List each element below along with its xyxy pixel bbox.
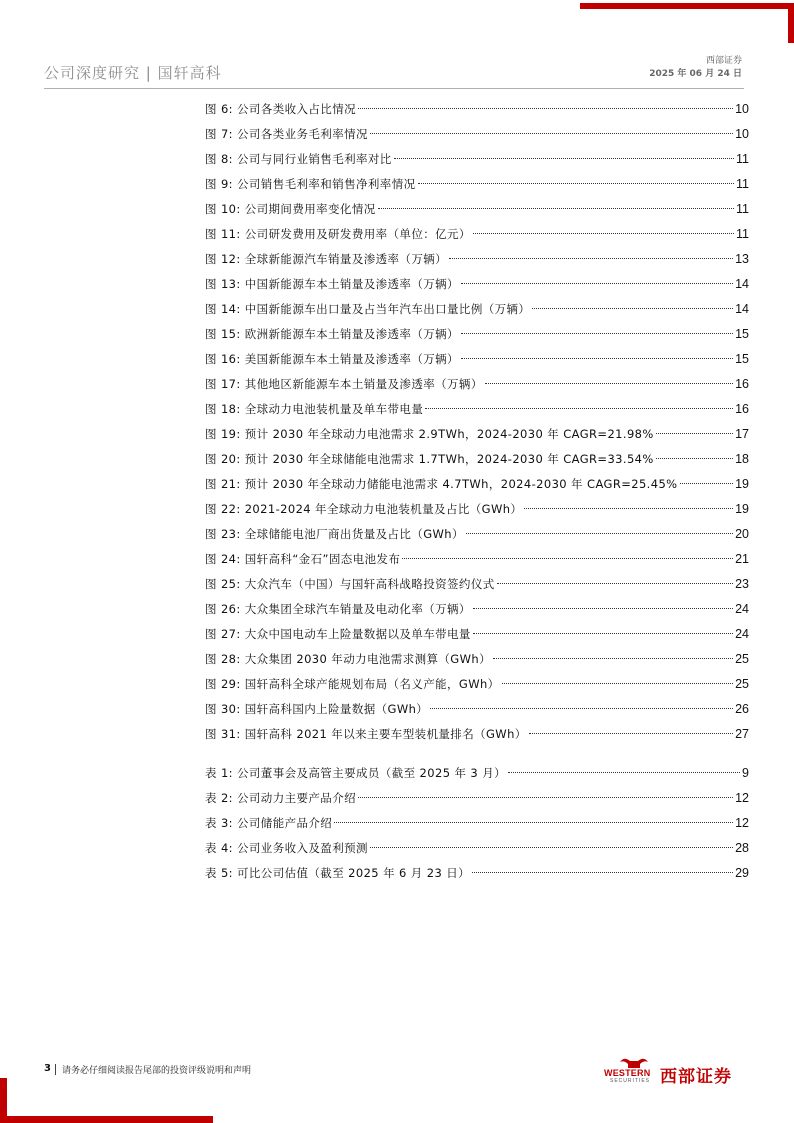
table-entry-label: 表 1: 公司董事会及高管主要成员（截至 2025 年 3 月） [205,766,507,780]
logo-subtitle: SECURITIES [610,1078,651,1084]
figure-entry[interactable] [205,147,749,172]
dot-leader [473,233,734,234]
figure-entry-page: 10 [735,102,749,116]
figure-entry[interactable] [205,372,749,397]
figure-entry[interactable] [205,322,749,347]
figure-entry-label: 图 27: 大众中国电动车上险量数据以及单车带电量 [205,627,471,641]
dot-leader [418,183,735,184]
figure-entry-label: 图 29: 国轩高科全球产能规划布局（名义产能，GWh） [205,677,500,691]
figure-entry[interactable] [205,497,749,522]
figure-entry-page: 19 [735,502,749,516]
figure-entry-label: 图 6: 公司各类收入占比情况 [205,102,357,116]
dot-leader [656,433,733,434]
dot-leader [461,358,733,359]
figure-entry-page: 10 [735,127,749,141]
figure-entry-label: 图 30: 国轩高科国内上险量数据（GWh） [205,702,429,716]
figure-entry[interactable] [205,547,749,572]
table-entry[interactable] [205,861,749,886]
figure-entry[interactable] [205,397,749,422]
table-entry[interactable] [205,786,749,811]
figure-entry-label: 图 12: 全球新能源汽车销量及渗透率（万辆） [205,252,448,266]
dot-leader [524,508,733,509]
figure-entry-page: 17 [735,427,749,441]
table-entry-page: 12 [735,816,749,830]
figure-entry-page: 14 [735,302,749,316]
figure-entry[interactable] [205,647,749,672]
figure-entry-page: 13 [735,252,749,266]
figure-entry[interactable] [205,222,749,247]
figure-entry[interactable] [205,122,749,147]
dot-leader [425,408,733,409]
figure-entry-page: 18 [735,452,749,466]
report-date: 2025 年 06 月 24 日 [649,69,742,79]
figure-entry[interactable] [205,522,749,547]
table-entry-page: 28 [735,841,749,855]
figure-entry-label: 图 22: 2021-2024 年全球动力电池装机量及占比（GWh） [205,502,523,516]
figure-entry-page: 11 [736,202,749,216]
footer-separator [55,1064,56,1075]
dot-leader [461,333,733,334]
dot-leader [529,733,733,734]
table-entry-label: 表 3: 公司储能产品介绍 [205,816,333,830]
figure-entry-label: 图 31: 国轩高科 2021 年以来主要车型装机量排名（GWh） [205,727,527,741]
figure-entry-label: 图 15: 欧洲新能源车本土销量及渗透率（万辆） [205,327,459,341]
logo-english: WESTERN [604,1068,651,1078]
figure-entry-label: 图 19: 预计 2030 年全球动力电池需求 2.9TWh，2024-2030 年 CAGR=21.98% [205,427,654,441]
figure-entry-label: 图 8: 公司与同行业销售毛利率对比 [205,152,392,166]
figure-entry-label: 图 16: 美国新能源车本土销量及渗透率（万辆） [205,352,459,366]
dot-leader [502,683,734,684]
figure-entry[interactable] [205,247,749,272]
figure-entry-label: 图 7: 公司各类业务毛利率情况 [205,127,368,141]
figure-entry-page: 20 [735,527,749,541]
header-divider [44,88,744,89]
figure-entry-page: 16 [735,377,749,391]
figure-entry-page: 25 [735,652,749,666]
figure-entry[interactable] [205,97,749,122]
figure-entry-page: 26 [735,702,749,716]
figure-entry[interactable] [205,422,749,447]
dot-leader [473,608,733,609]
figure-entry-label: 图 11: 公司研发费用及研发费用率（单位：亿元） [205,227,471,241]
figure-entry-label: 图 20: 预计 2030 年全球储能电池需求 1.7TWh，2024-2030 年 CAGR=33.54% [205,452,654,466]
report-title: 公司深度研究 | 国轩高科 [44,64,222,82]
figure-entry-page: 11 [736,152,749,166]
dot-leader [358,797,733,798]
dot-leader [493,658,733,659]
dot-leader [358,108,733,109]
table-entry-label: 表 5: 可比公司估值（截至 2025 年 6 月 23 日） [205,866,471,880]
dot-leader [378,208,734,209]
table-entry-label: 表 4: 公司业务收入及盈利预测 [205,841,368,855]
dot-leader [334,822,733,823]
table-list [205,761,749,886]
figure-entry-label: 图 9: 公司销售毛利率和销售净利率情况 [205,177,416,191]
company-logo [600,1056,750,1086]
figure-entry[interactable] [205,572,749,597]
dot-leader [461,283,733,284]
dot-leader [508,772,740,773]
figure-entry-label: 图 10: 公司期间费用率变化情况 [205,202,376,216]
figure-entry-page: 25 [735,677,749,691]
dot-leader [473,633,733,634]
figure-entry-label: 图 26: 大众集团全球汽车销量及电动化率（万辆） [205,602,471,616]
figure-entry-page: 11 [736,227,749,241]
figure-entry-page: 19 [735,477,749,491]
figure-entry-label: 图 13: 中国新能源车本土销量及渗透率（万辆） [205,277,459,291]
figure-entry-label: 图 14: 中国新能源车出口量及占当年汽车出口量比例（万辆） [205,302,531,316]
figure-entry[interactable] [205,697,749,722]
dot-leader [449,258,733,259]
dot-leader [402,558,733,559]
table-entry[interactable] [205,836,749,861]
figure-entry[interactable] [205,172,749,197]
figure-entry-label: 图 28: 大众集团 2030 年动力电池需求测算（GWh） [205,652,491,666]
figure-entry[interactable] [205,622,749,647]
figure-entry[interactable] [205,272,749,297]
corner-accent-top-vertical [788,3,794,43]
section-gap [205,747,749,761]
table-entry-label: 表 2: 公司动力主要产品介绍 [205,791,357,805]
figure-entry[interactable] [205,197,749,222]
figure-entry[interactable] [205,472,749,497]
header-brand: 西部证券 [705,56,742,66]
dot-leader [430,708,733,709]
figure-entry-label: 图 21: 预计 2030 年全球动力储能电池需求 4.7TWh，2024-2030 年 CAGR=25.45% [205,477,678,491]
table-of-figures [205,97,749,886]
dot-leader [485,383,733,384]
table-entry[interactable] [205,811,749,836]
dot-leader [656,458,733,459]
dot-leader [680,483,734,484]
logo-chinese: 西部证券 [660,1067,732,1087]
figure-entry[interactable] [205,597,749,622]
table-entry-page: 9 [742,766,749,780]
figure-entry[interactable] [205,672,749,697]
page-number: 3 [44,1063,51,1074]
figure-entry[interactable] [205,297,749,322]
dot-leader [466,533,733,534]
figure-entry-label: 图 18: 全球动力电池装机量及单车带电量 [205,402,424,416]
corner-accent-bottom-horizontal [0,1116,213,1123]
dot-leader [472,872,733,873]
figure-entry-page: 15 [735,352,749,366]
figure-entry[interactable] [205,722,749,747]
figure-entry-label: 图 17: 其他地区新能源车本土销量及渗透率（万辆） [205,377,483,391]
figure-entry-label: 图 25: 大众汽车（中国）与国轩高科战略投资签约仪式 [205,577,495,591]
table-entry-page: 29 [735,866,749,880]
figure-entry-page: 15 [735,327,749,341]
figure-entry[interactable] [205,347,749,372]
dot-leader [394,158,734,159]
figure-entry-page: 14 [735,277,749,291]
dot-leader [370,133,733,134]
figure-entry-page: 11 [736,177,749,191]
figure-entry[interactable] [205,447,749,472]
figure-entry-label: 图 23: 全球储能电池厂商出货量及占比（GWh） [205,527,464,541]
dot-leader [497,583,733,584]
figure-entry-label: 图 24: 国轩高科“金石”固态电池发布 [205,552,401,566]
table-entry[interactable] [205,761,749,786]
figure-entry-page: 21 [735,552,749,566]
figure-entry-page: 27 [735,727,749,741]
footer-disclaimer: 请务必仔细阅读报告尾部的投资评级说明和声明 [62,1066,252,1076]
figure-list [205,97,749,747]
dot-leader [370,847,733,848]
figure-entry-page: 24 [735,602,749,616]
figure-entry-page: 16 [735,402,749,416]
figure-entry-page: 23 [735,577,749,591]
figure-entry-page: 24 [735,627,749,641]
corner-accent-top-horizontal [580,3,794,9]
table-entry-page: 12 [735,791,749,805]
dot-leader [532,308,733,309]
